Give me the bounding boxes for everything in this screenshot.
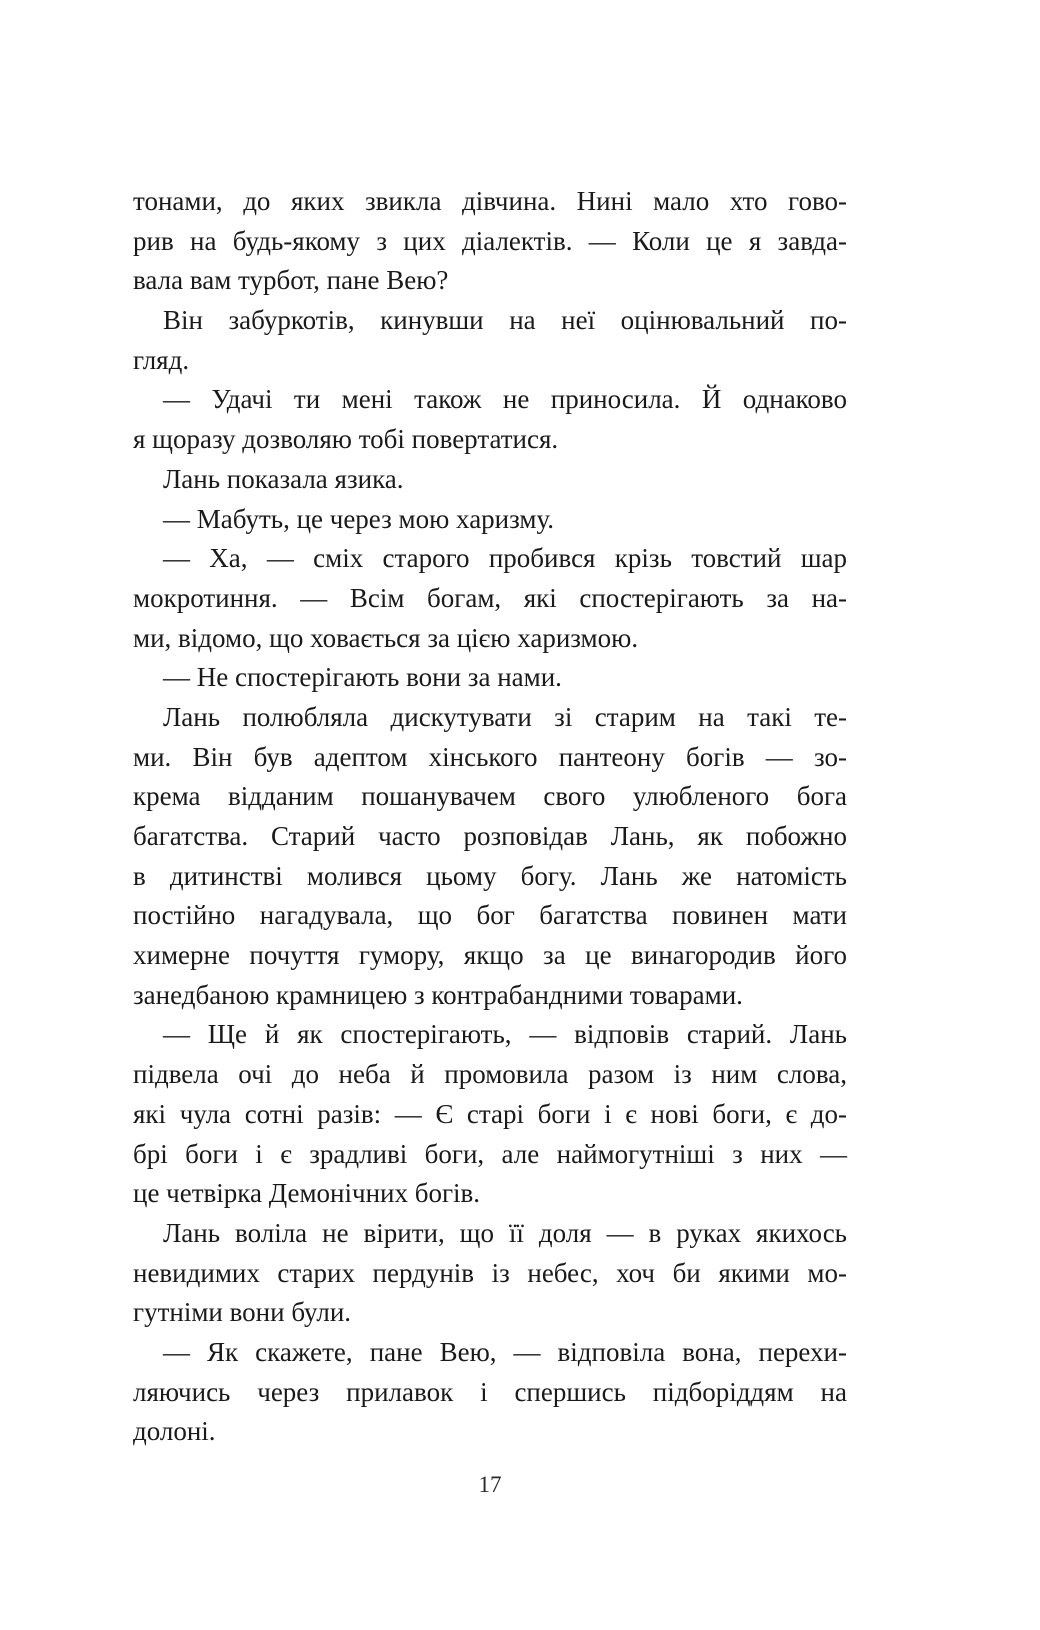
text-line: мокротиння. — Всім богам, які спостерігають за на- — [133, 582, 847, 613]
text-line: це четвірка Демонічних богів. — [133, 1178, 481, 1209]
text-line: химерне почуття гумору, якщо за це винагородив його — [133, 940, 847, 971]
text-line: ляючись через прилавок і спершись підборіддям на — [133, 1376, 847, 1407]
text-line: ми, відомо, що ховається за цією харизмою. — [133, 622, 639, 653]
text-line: — Ще й як спостерігають, — відповів старий. Лань — [163, 1019, 847, 1050]
text-line: в дитинстві молився цьому богу. Лань же натомість — [133, 860, 847, 891]
paragraph — [133, 1333, 847, 1452]
page-number: 17 — [478, 1472, 502, 1497]
text-line: тонами, до яких звикла дівчина. Нині мало хто гово- — [133, 186, 847, 216]
paragraph — [133, 500, 847, 540]
text-line: я щоразу дозволяю тобі повертатися. — [133, 424, 559, 455]
text-line: Лань показала язика. — [163, 463, 404, 494]
paragraph — [133, 539, 847, 658]
paragraph — [133, 1015, 847, 1213]
paragraph — [133, 460, 847, 500]
body-text — [133, 182, 847, 1452]
text-line: ми. Він був адептом хінського пантеону богів — зо- — [133, 741, 847, 772]
text-line: Лань воліла не вірити, що її доля — в руках якихось — [163, 1217, 847, 1248]
text-line: — Ха, — сміх старого пробився крізь товстий шар — [163, 543, 847, 574]
text-line: багатства. Старий часто розповідав Лань, як побожно — [133, 821, 847, 851]
text-line: вала вам турбот, пане Вею? — [133, 265, 449, 296]
paragraph — [133, 380, 847, 459]
text-line: підвела очі до неба й промовила разом із ним слова, — [133, 1059, 847, 1090]
text-line: Лань полюбляла дискутувати зі старим на такі те- — [163, 701, 847, 732]
text-line: — Мабуть, це через мою харизму. — [163, 503, 555, 534]
paragraph — [133, 658, 847, 698]
text-line: постійно нагадувала, що бог багатства повинен мати — [133, 900, 847, 931]
paragraph — [133, 698, 847, 1016]
paragraph — [133, 301, 847, 380]
text-line: занедбаною крамницею з контрабандними товарами. — [133, 979, 743, 1010]
text-line: Він забуркотів, кинувши на неї оцінювальний по- — [163, 305, 847, 336]
text-line: які чула сотні разів: — Є старі боги і є нові боги, є до- — [133, 1098, 847, 1129]
text-line: — Як скажете, пане Вею, — відповіла вона, перехи- — [163, 1336, 847, 1367]
paragraph — [133, 1214, 847, 1333]
paragraph — [133, 182, 847, 301]
text-line: — Удачі ти мені також не приносила. Й однаково — [163, 384, 847, 415]
text-line: гляд. — [133, 344, 190, 375]
text-line: крема відданим пошанувачем свого улюбленого бога — [133, 781, 847, 812]
text-line: — Не спостерігають вони за нами. — [163, 662, 562, 693]
text-line: рив на будь-якому з цих діалектів. — Коли це я завда- — [133, 225, 847, 256]
text-line: брі боги і є зрадливі боги, але наймогутніші з них — — [133, 1138, 847, 1169]
text-line: гутніми вони були. — [133, 1297, 352, 1328]
text-line: невидимих старих пердунів із небес, хоч би якими мо- — [133, 1257, 847, 1288]
text-line: долоні. — [133, 1416, 216, 1447]
